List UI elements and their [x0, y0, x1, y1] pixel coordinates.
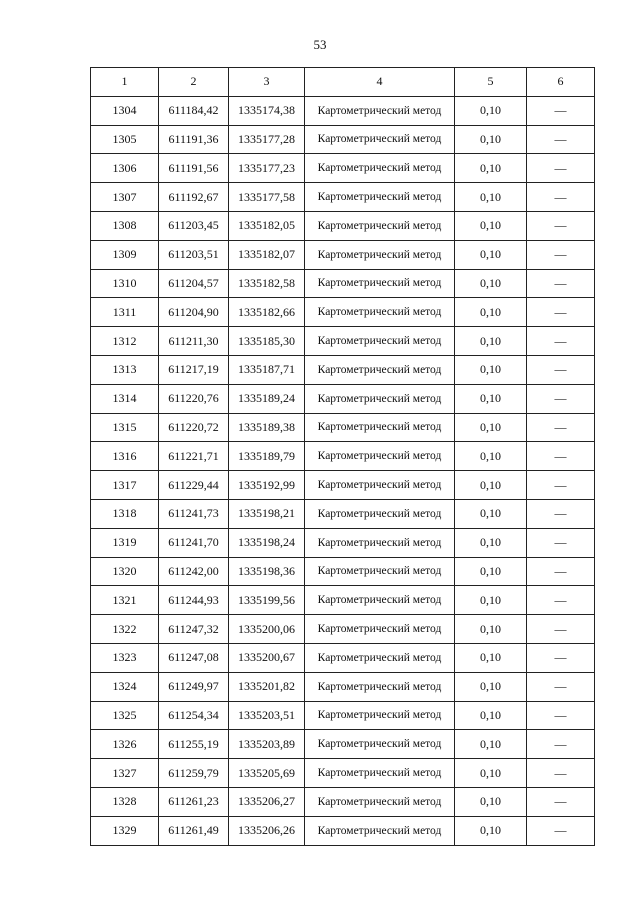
table-row — [91, 701, 595, 730]
y-coordinate-cell: 1335189,79 — [229, 442, 305, 471]
note-cell: — — [527, 759, 595, 788]
y-coordinate-cell: 1335200,67 — [229, 643, 305, 672]
table-row — [91, 154, 595, 183]
method-cell: Картометрический метод — [305, 384, 455, 413]
accuracy-cell: 0,10 — [455, 183, 527, 212]
note-cell: — — [527, 298, 595, 327]
method-cell: Картометрический метод — [305, 442, 455, 471]
method-cell: Картометрический метод — [305, 643, 455, 672]
accuracy-cell: 0,10 — [455, 701, 527, 730]
note-cell: — — [527, 269, 595, 298]
method-cell: Картометрический метод — [305, 759, 455, 788]
point-number-cell: 1326 — [91, 730, 159, 759]
y-coordinate-cell: 1335198,36 — [229, 557, 305, 586]
note-cell: — — [527, 355, 595, 384]
x-coordinate-cell: 611261,49 — [159, 816, 229, 845]
table-row — [91, 355, 595, 384]
table-row — [91, 442, 595, 471]
y-coordinate-cell: 1335206,27 — [229, 787, 305, 816]
point-number-cell: 1324 — [91, 672, 159, 701]
x-coordinate-cell: 611241,70 — [159, 528, 229, 557]
column-header-5: 5 — [455, 68, 527, 97]
method-cell: Картометрический метод — [305, 125, 455, 154]
y-coordinate-cell: 1335206,26 — [229, 816, 305, 845]
point-number-cell: 1322 — [91, 615, 159, 644]
method-cell: Картометрический метод — [305, 240, 455, 269]
point-number-cell: 1314 — [91, 384, 159, 413]
note-cell: — — [527, 586, 595, 615]
accuracy-cell: 0,10 — [455, 672, 527, 701]
y-coordinate-cell: 1335192,99 — [229, 471, 305, 500]
note-cell: — — [527, 125, 595, 154]
y-coordinate-cell: 1335174,38 — [229, 96, 305, 125]
method-cell: Картометрический метод — [305, 154, 455, 183]
table-row — [91, 816, 595, 845]
point-number-cell: 1319 — [91, 528, 159, 557]
note-cell: — — [527, 730, 595, 759]
point-number-cell: 1321 — [91, 586, 159, 615]
note-cell: — — [527, 183, 595, 212]
point-number-cell: 1304 — [91, 96, 159, 125]
x-coordinate-cell: 611242,00 — [159, 557, 229, 586]
point-number-cell: 1313 — [91, 355, 159, 384]
x-coordinate-cell: 611261,23 — [159, 787, 229, 816]
accuracy-cell: 0,10 — [455, 384, 527, 413]
method-cell: Картометрический метод — [305, 816, 455, 845]
accuracy-cell: 0,10 — [455, 125, 527, 154]
y-coordinate-cell: 1335199,56 — [229, 586, 305, 615]
x-coordinate-cell: 611221,71 — [159, 442, 229, 471]
x-coordinate-cell: 611204,57 — [159, 269, 229, 298]
method-cell: Картометрический метод — [305, 615, 455, 644]
accuracy-cell: 0,10 — [455, 528, 527, 557]
note-cell: — — [527, 211, 595, 240]
note-cell: — — [527, 643, 595, 672]
x-coordinate-cell: 611220,76 — [159, 384, 229, 413]
point-number-cell: 1308 — [91, 211, 159, 240]
note-cell: — — [527, 327, 595, 356]
column-header-4: 4 — [305, 68, 455, 97]
table-body — [91, 96, 595, 845]
note-cell: — — [527, 471, 595, 500]
y-coordinate-cell: 1335182,07 — [229, 240, 305, 269]
point-number-cell: 1307 — [91, 183, 159, 212]
table-row — [91, 759, 595, 788]
x-coordinate-cell: 611191,56 — [159, 154, 229, 183]
column-header-3: 3 — [229, 68, 305, 97]
method-cell: Картометрический метод — [305, 787, 455, 816]
x-coordinate-cell: 611229,44 — [159, 471, 229, 500]
x-coordinate-cell: 611203,51 — [159, 240, 229, 269]
table-row — [91, 96, 595, 125]
accuracy-cell: 0,10 — [455, 240, 527, 269]
table-row — [91, 327, 595, 356]
point-number-cell: 1320 — [91, 557, 159, 586]
y-coordinate-cell: 1335189,24 — [229, 384, 305, 413]
x-coordinate-cell: 611249,97 — [159, 672, 229, 701]
x-coordinate-cell: 611217,19 — [159, 355, 229, 384]
y-coordinate-cell: 1335187,71 — [229, 355, 305, 384]
x-coordinate-cell: 611184,42 — [159, 96, 229, 125]
point-number-cell: 1318 — [91, 499, 159, 528]
point-number-cell: 1323 — [91, 643, 159, 672]
note-cell: — — [527, 442, 595, 471]
point-number-cell: 1310 — [91, 269, 159, 298]
method-cell: Картометрический метод — [305, 355, 455, 384]
y-coordinate-cell: 1335182,05 — [229, 211, 305, 240]
accuracy-cell: 0,10 — [455, 499, 527, 528]
column-header-1: 1 — [91, 68, 159, 97]
point-number-cell: 1329 — [91, 816, 159, 845]
method-cell: Картометрический метод — [305, 471, 455, 500]
table-row — [91, 240, 595, 269]
coordinates-table — [90, 67, 595, 846]
y-coordinate-cell: 1335201,82 — [229, 672, 305, 701]
table-row — [91, 643, 595, 672]
y-coordinate-cell: 1335177,23 — [229, 154, 305, 183]
note-cell: — — [527, 499, 595, 528]
note-cell: — — [527, 96, 595, 125]
table-row — [91, 672, 595, 701]
x-coordinate-cell: 611211,30 — [159, 327, 229, 356]
y-coordinate-cell: 1335177,28 — [229, 125, 305, 154]
table-row — [91, 298, 595, 327]
note-cell: — — [527, 528, 595, 557]
point-number-cell: 1312 — [91, 327, 159, 356]
accuracy-cell: 0,10 — [455, 96, 527, 125]
x-coordinate-cell: 611191,36 — [159, 125, 229, 154]
point-number-cell: 1328 — [91, 787, 159, 816]
table-row — [91, 787, 595, 816]
y-coordinate-cell: 1335182,58 — [229, 269, 305, 298]
method-cell: Картометрический метод — [305, 499, 455, 528]
column-header-6: 6 — [527, 68, 595, 97]
note-cell: — — [527, 816, 595, 845]
table-row — [91, 528, 595, 557]
accuracy-cell: 0,10 — [455, 154, 527, 183]
y-coordinate-cell: 1335189,38 — [229, 413, 305, 442]
point-number-cell: 1315 — [91, 413, 159, 442]
table-row — [91, 211, 595, 240]
method-cell: Картометрический метод — [305, 211, 455, 240]
note-cell: — — [527, 413, 595, 442]
accuracy-cell: 0,10 — [455, 413, 527, 442]
point-number-cell: 1309 — [91, 240, 159, 269]
column-header-2: 2 — [159, 68, 229, 97]
accuracy-cell: 0,10 — [455, 471, 527, 500]
table-row — [91, 557, 595, 586]
x-coordinate-cell: 611204,90 — [159, 298, 229, 327]
y-coordinate-cell: 1335198,21 — [229, 499, 305, 528]
table-header-row — [91, 68, 595, 97]
table-row — [91, 269, 595, 298]
table-row — [91, 183, 595, 212]
point-number-cell: 1305 — [91, 125, 159, 154]
y-coordinate-cell: 1335185,30 — [229, 327, 305, 356]
accuracy-cell: 0,10 — [455, 586, 527, 615]
note-cell: — — [527, 615, 595, 644]
note-cell: — — [527, 701, 595, 730]
x-coordinate-cell: 611247,08 — [159, 643, 229, 672]
y-coordinate-cell: 1335177,58 — [229, 183, 305, 212]
method-cell: Картометрический метод — [305, 557, 455, 586]
accuracy-cell: 0,10 — [455, 787, 527, 816]
x-coordinate-cell: 611254,34 — [159, 701, 229, 730]
method-cell: Картометрический метод — [305, 298, 455, 327]
accuracy-cell: 0,10 — [455, 759, 527, 788]
method-cell: Картометрический метод — [305, 327, 455, 356]
accuracy-cell: 0,10 — [455, 816, 527, 845]
point-number-cell: 1306 — [91, 154, 159, 183]
table-row — [91, 615, 595, 644]
x-coordinate-cell: 611203,45 — [159, 211, 229, 240]
accuracy-cell: 0,10 — [455, 615, 527, 644]
accuracy-cell: 0,10 — [455, 730, 527, 759]
note-cell: — — [527, 787, 595, 816]
x-coordinate-cell: 611192,67 — [159, 183, 229, 212]
note-cell: — — [527, 240, 595, 269]
method-cell: Картометрический метод — [305, 269, 455, 298]
y-coordinate-cell: 1335198,24 — [229, 528, 305, 557]
table-row — [91, 730, 595, 759]
method-cell: Картометрический метод — [305, 730, 455, 759]
note-cell: — — [527, 154, 595, 183]
page-number: 53 — [313, 37, 327, 52]
y-coordinate-cell: 1335203,51 — [229, 701, 305, 730]
table-row — [91, 125, 595, 154]
accuracy-cell: 0,10 — [455, 298, 527, 327]
method-cell: Картометрический метод — [305, 672, 455, 701]
method-cell: Картометрический метод — [305, 528, 455, 557]
note-cell: — — [527, 384, 595, 413]
y-coordinate-cell: 1335203,89 — [229, 730, 305, 759]
table-row — [91, 471, 595, 500]
y-coordinate-cell: 1335200,06 — [229, 615, 305, 644]
x-coordinate-cell: 611241,73 — [159, 499, 229, 528]
accuracy-cell: 0,10 — [455, 327, 527, 356]
table-row — [91, 384, 595, 413]
note-cell: — — [527, 672, 595, 701]
method-cell: Картометрический метод — [305, 96, 455, 125]
y-coordinate-cell: 1335205,69 — [229, 759, 305, 788]
table-row — [91, 413, 595, 442]
note-cell: — — [527, 557, 595, 586]
x-coordinate-cell: 611259,79 — [159, 759, 229, 788]
table-row — [91, 586, 595, 615]
method-cell: Картометрический метод — [305, 413, 455, 442]
point-number-cell: 1327 — [91, 759, 159, 788]
y-coordinate-cell: 1335182,66 — [229, 298, 305, 327]
accuracy-cell: 0,10 — [455, 643, 527, 672]
point-number-cell: 1317 — [91, 471, 159, 500]
x-coordinate-cell: 611247,32 — [159, 615, 229, 644]
point-number-cell: 1316 — [91, 442, 159, 471]
accuracy-cell: 0,10 — [455, 355, 527, 384]
accuracy-cell: 0,10 — [455, 557, 527, 586]
x-coordinate-cell: 611244,93 — [159, 586, 229, 615]
table-row — [91, 499, 595, 528]
method-cell: Картометрический метод — [305, 701, 455, 730]
point-number-cell: 1325 — [91, 701, 159, 730]
accuracy-cell: 0,10 — [455, 211, 527, 240]
method-cell: Картометрический метод — [305, 183, 455, 212]
x-coordinate-cell: 611255,19 — [159, 730, 229, 759]
accuracy-cell: 0,10 — [455, 269, 527, 298]
x-coordinate-cell: 611220,72 — [159, 413, 229, 442]
point-number-cell: 1311 — [91, 298, 159, 327]
method-cell: Картометрический метод — [305, 586, 455, 615]
accuracy-cell: 0,10 — [455, 442, 527, 471]
